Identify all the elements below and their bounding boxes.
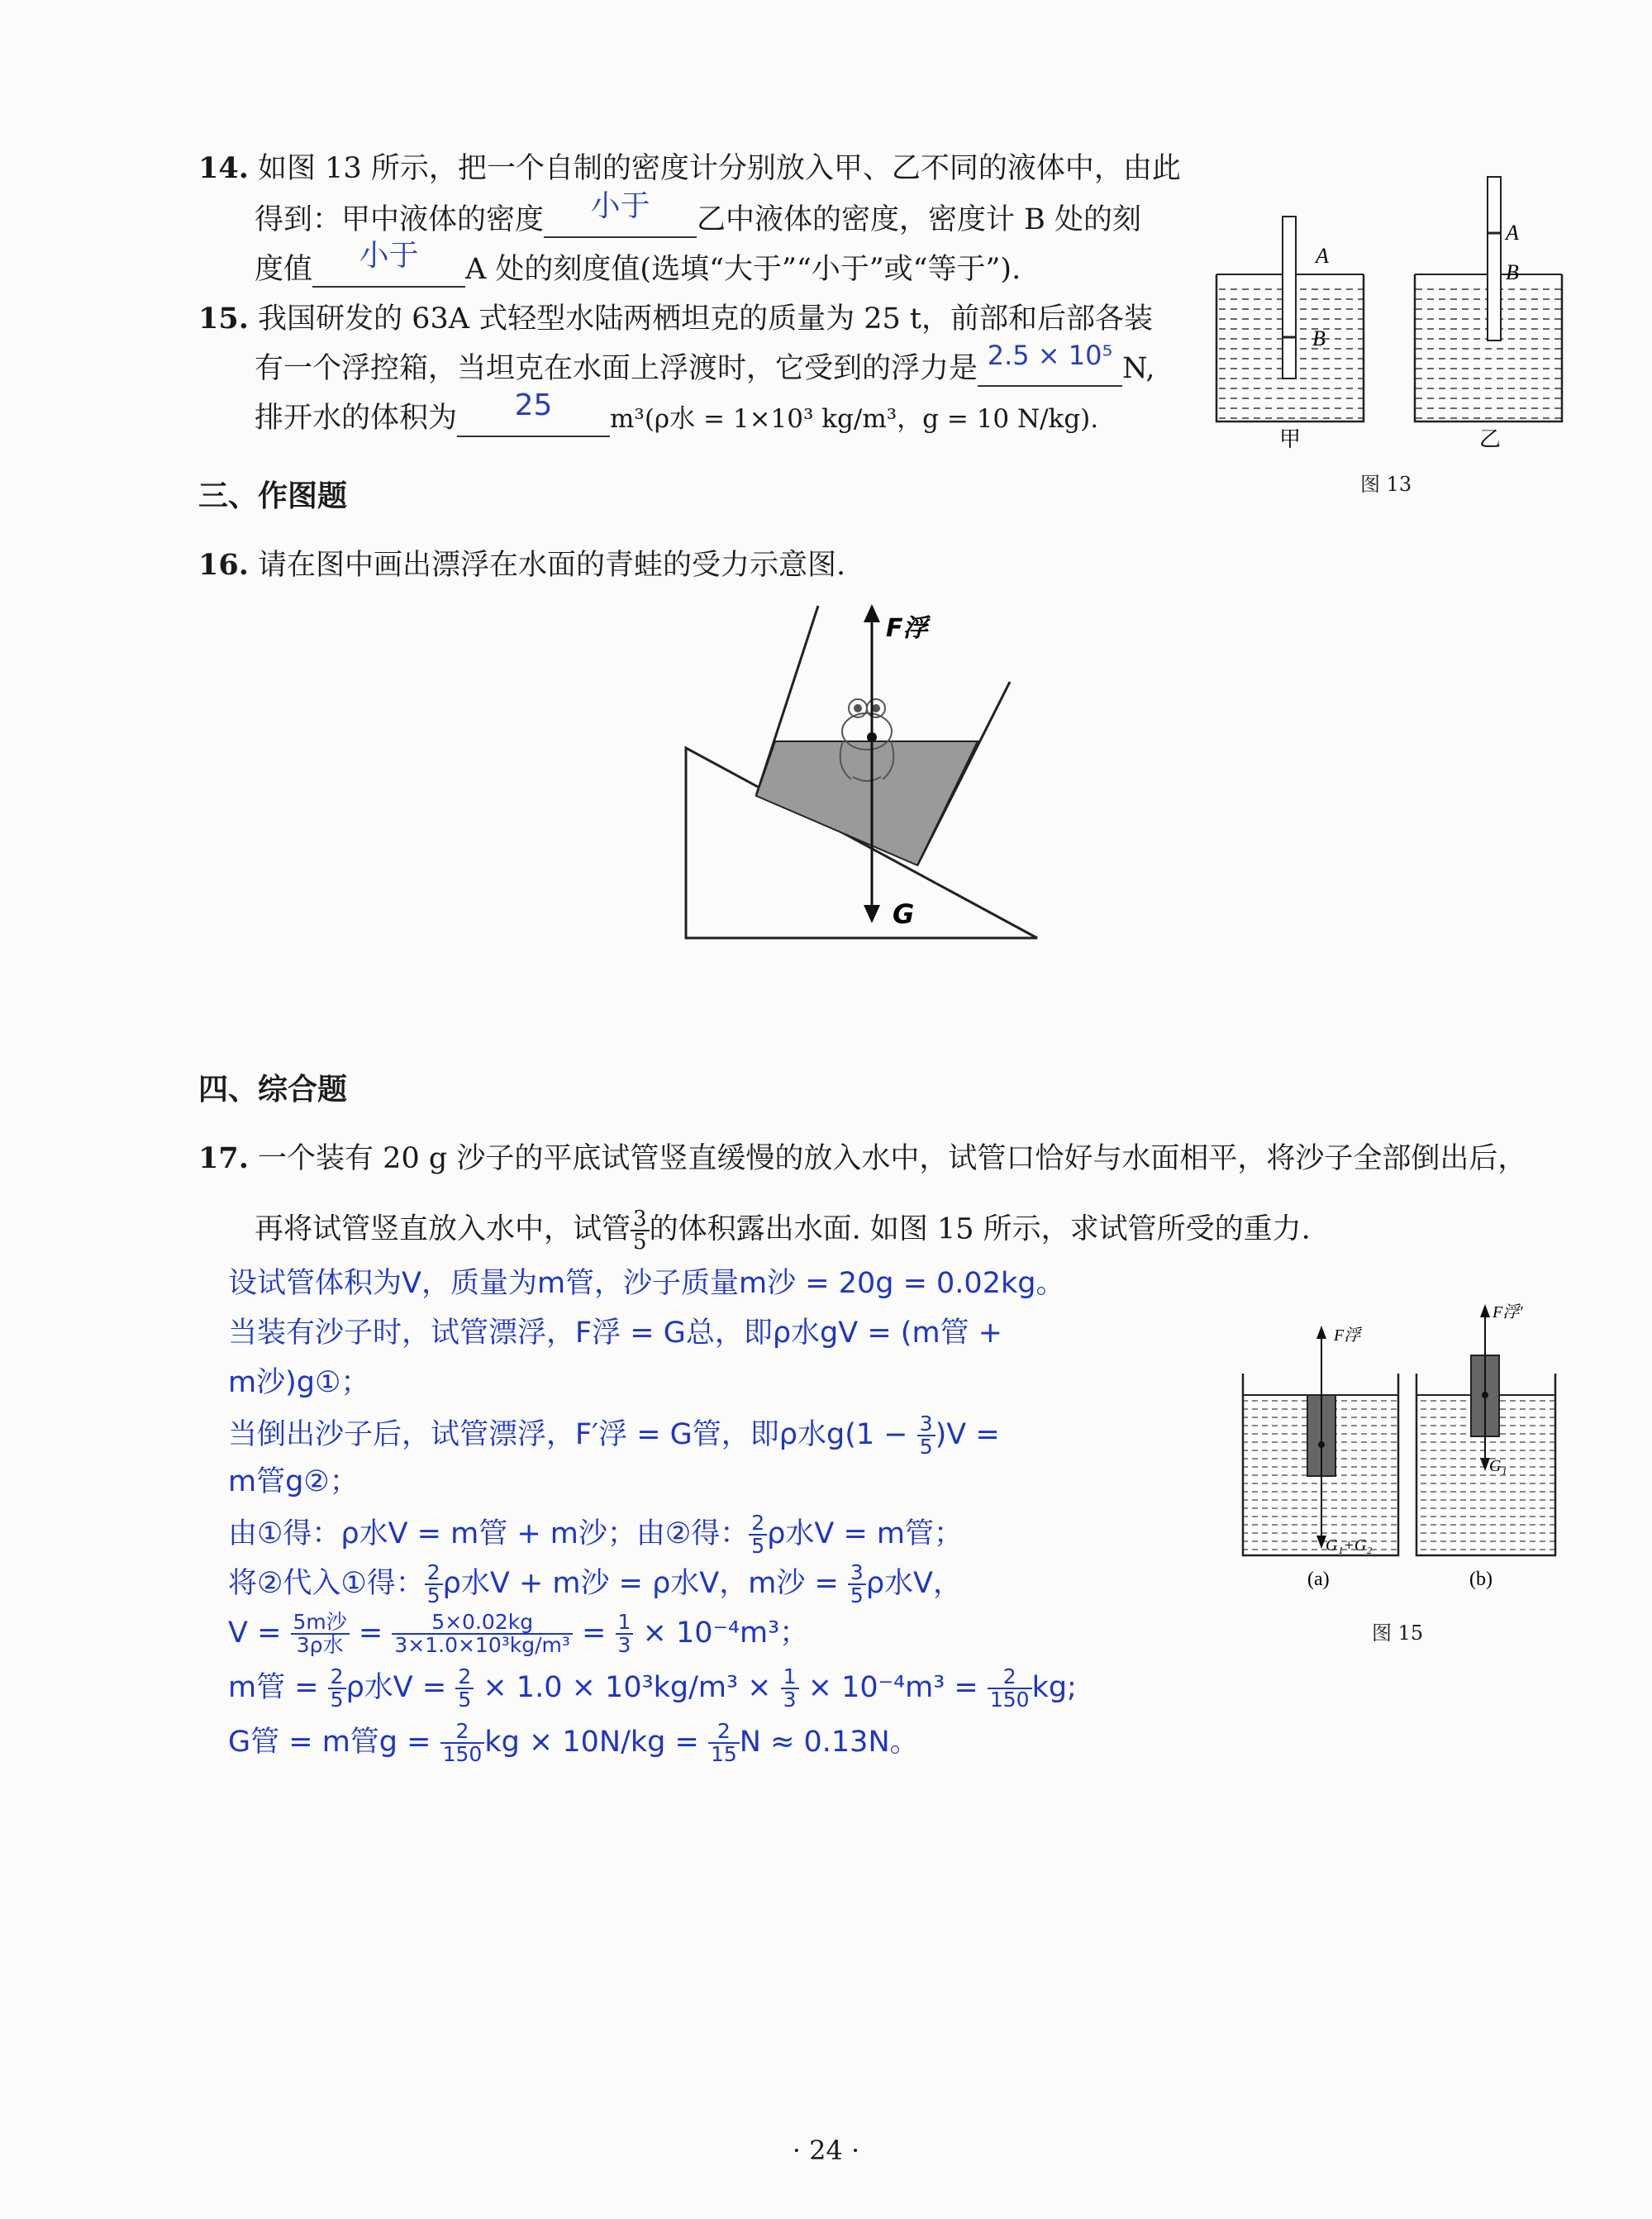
q14-answer-1: 小于 [590, 189, 650, 223]
yi-mark-b: B [1506, 260, 1519, 284]
label-b: (b) [1469, 1569, 1493, 1590]
q15-text-1: 我国研发的 63A 式轻型水陆两栖坦克的质量为 25 t，前部和后部各装 [258, 302, 1153, 336]
q14-line3 [255, 239, 1021, 288]
q14-text-2a: 得到：甲中液体的密度 [255, 203, 545, 236]
q16-number: 16. [198, 548, 249, 582]
q14-blank-1[interactable] [544, 189, 697, 238]
sol-line-2: 当装有沙子时，试管漂浮，F浮 = G总，即ρ水gV = (m管 + [228, 1317, 1002, 1350]
q15-blank-2[interactable] [457, 388, 610, 437]
q15-answer-1: 2.5 × 10⁵ [987, 340, 1113, 371]
section-4-title: 四、综合题 [198, 1073, 348, 1107]
q16-text: 请在图中画出漂浮在水面的青蛙的受力示意图. [258, 549, 846, 582]
sol-line-10: G管 = m管g = $\frac{2}{150}$ kg × 10N/kg = $\frac{2}{15}$ N ≈ 0.13N。 [228, 1719, 919, 1766]
q15-blank-1[interactable] [978, 340, 1122, 387]
sol-line-9: m管 = $\frac{2}{5}$ ρ水V = $\frac{2}{5}$ × 1.0 × 10³kg/m³ × $\frac{1}{3}$ × 10⁻⁴m³ = $\frac{2}{150}$ kg; [228, 1664, 1077, 1712]
yi-mark-a: A [1506, 221, 1519, 245]
q14-text-1: 如图 13 所示，把一个自制的密度计分别放入甲、乙不同的液体中，由此 [258, 152, 1181, 185]
jia-mark-b: B [1312, 326, 1326, 350]
section-3-title: 三、作图题 [198, 479, 348, 513]
sol-line-1: 设试管体积为V，质量为m管，沙子质量m沙 = 20g = 0.02kg。 [228, 1267, 1065, 1300]
sol-line-5: m管g②； [228, 1465, 359, 1498]
beaker-b [1416, 1303, 1555, 1590]
q15-number: 15. [198, 302, 249, 336]
beaker-yi [1415, 177, 1562, 452]
beaker-a [1243, 1326, 1398, 1590]
jia-mark-a: A [1316, 244, 1329, 268]
q15-text-2b: N, [1122, 352, 1155, 385]
q17-text-1: 一个装有 20 g 沙子的平底试管竖直缓慢的放入水中，试管口恰好与水面相平，将沙子全部倒出后， [258, 1142, 1527, 1175]
beaker-jia [1216, 217, 1364, 452]
label-jia: 甲 [1279, 427, 1302, 452]
q14-number: 14. [198, 151, 249, 185]
q15-line1 [198, 301, 1153, 337]
q14-text-2b: 乙中液体的密度，密度计 B 处的刻 [697, 203, 1141, 236]
g-label: G [893, 898, 915, 930]
q17-line2 [255, 1208, 1311, 1253]
q14-line2 [255, 189, 1141, 238]
q14-answer-2: 小于 [359, 239, 419, 273]
q15-text-2a: 有一个浮控箱，当坦克在水面上浮渡时，它受到的浮力是 [255, 352, 978, 385]
label-yi: 乙 [1479, 427, 1502, 452]
force-point [867, 732, 877, 742]
q15-answer-2: 25 [514, 388, 553, 422]
figure-13-caption: 图 13 [1360, 473, 1412, 496]
q17-text-2a: 再将试管竖直放入水中，试管 [255, 1212, 631, 1246]
f-label: F浮 [886, 614, 928, 643]
sol-line-7: 将②代入①得： $\frac{2}{5}$ ρ水V + m沙 = ρ水V，m沙 = $\frac{3}{5}$ ρ水V， [228, 1560, 962, 1607]
q15-text-3a: 排开水的体积为 [255, 402, 458, 435]
label-a: (a) [1307, 1569, 1330, 1590]
figure-13 [1207, 165, 1636, 496]
f-arrow [864, 604, 880, 622]
sol-line-4: 当倒出沙子后，试管漂浮，F′浮 = G管，即ρ水g(1 − $\frac{3}{5}$ )V = [228, 1412, 1000, 1459]
q15-line2 [255, 340, 1155, 387]
figure-15 [1231, 1298, 1562, 1612]
figure-frog [678, 599, 1041, 950]
q17-text-2b: 的体积露出水面. 如图 15 所示，求试管所受的重力. [649, 1212, 1311, 1246]
g-arrow [864, 905, 880, 923]
q14-line1 [198, 150, 1181, 187]
q14-text-3a: 度值 [255, 253, 313, 286]
ga-label: G₁+G₂ [1326, 1536, 1373, 1555]
q17-line1 [198, 1140, 1526, 1177]
gb-label: G₁ [1489, 1457, 1507, 1475]
sol-line-6: 由①得：ρ水V = m管 + m沙；由②得： $\frac{2}{5}$ ρ水V = m管； [228, 1511, 964, 1558]
page-number: · 24 · [792, 2135, 860, 2166]
fb-label: F浮′ [1493, 1303, 1523, 1321]
q16-line [198, 547, 845, 583]
q15-text-3b: m³(ρ水 = 1×10³ kg/m³，g = 10 N/kg). [610, 404, 1099, 434]
figure-15-caption: 图 15 [1372, 1621, 1424, 1645]
sol-line-8: V = 5m沙 3ρ水 = $\frac{5\times 0.02kg}{\text{3×1.0×10³kg/m³}}$ = $\frac{1}{3}$ × 10⁻⁴m³； [228, 1610, 809, 1657]
q17-fraction: $\frac{3}{5}$ [631, 1208, 650, 1253]
q14-text-3b: A 处的刻度值(选填“大于”“小于”或“等于”). [465, 253, 1021, 286]
sol-line-3: m沙)g①； [228, 1366, 370, 1399]
q15-line3 [255, 388, 1099, 437]
q14-blank-2[interactable] [312, 239, 465, 288]
fa-label: F浮 [1334, 1326, 1361, 1345]
q17-number: 17. [198, 1141, 249, 1175]
